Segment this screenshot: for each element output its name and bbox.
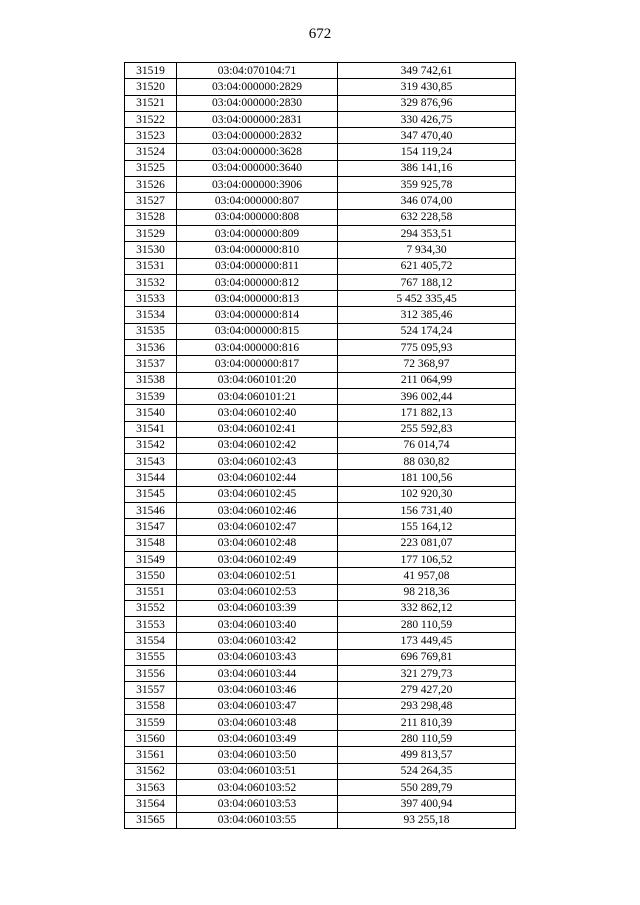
value-cell: 550 289,79 [338, 780, 516, 796]
cadastral-number-cell: 03:04:060102:48 [177, 535, 338, 551]
cadastral-number-cell: 03:04:000000:817 [177, 356, 338, 372]
cadastral-number-cell: 03:04:060103:40 [177, 617, 338, 633]
row-number-cell: 31546 [125, 503, 177, 519]
table-row [125, 209, 516, 225]
cadastral-number-cell: 03:04:060102:43 [177, 454, 338, 470]
table-row [125, 796, 516, 812]
value-cell: 72 368,97 [338, 356, 516, 372]
value-cell: 386 141,16 [338, 160, 516, 176]
value-cell: 155 164,12 [338, 519, 516, 535]
table-row [125, 79, 516, 95]
value-cell: 319 430,85 [338, 79, 516, 95]
row-number-cell: 31556 [125, 665, 177, 681]
value-cell: 294 353,51 [338, 225, 516, 241]
cadastral-number-cell: 03:04:000000:815 [177, 323, 338, 339]
cadastral-number-cell: 03:04:000000:816 [177, 340, 338, 356]
table-row [125, 323, 516, 339]
value-cell: 767 188,12 [338, 274, 516, 290]
value-cell: 88 030,82 [338, 454, 516, 470]
cadastral-number-cell: 03:04:060103:50 [177, 747, 338, 763]
cadastral-value-table [124, 62, 516, 829]
table-row [125, 600, 516, 616]
cadastral-number-cell: 03:04:000000:809 [177, 225, 338, 241]
value-cell: 76 014,74 [338, 437, 516, 453]
table-row [125, 111, 516, 127]
row-number-cell: 31564 [125, 796, 177, 812]
cadastral-number-cell: 03:04:000000:3906 [177, 177, 338, 193]
table-row [125, 388, 516, 404]
value-cell: 280 110,59 [338, 617, 516, 633]
value-cell: 7 934,30 [338, 242, 516, 258]
table-row [125, 665, 516, 681]
value-cell: 171 882,13 [338, 405, 516, 421]
table-row [125, 160, 516, 176]
row-number-cell: 31542 [125, 437, 177, 453]
cadastral-number-cell: 03:04:060103:47 [177, 698, 338, 714]
table-row [125, 291, 516, 307]
row-number-cell: 31549 [125, 551, 177, 567]
value-cell: 5 452 335,45 [338, 291, 516, 307]
row-number-cell: 31554 [125, 633, 177, 649]
cadastral-number-cell: 03:04:060103:43 [177, 649, 338, 665]
row-number-cell: 31533 [125, 291, 177, 307]
cadastral-number-cell: 03:04:000000:807 [177, 193, 338, 209]
value-cell: 347 470,40 [338, 128, 516, 144]
table-row [125, 470, 516, 486]
value-cell: 632 228,58 [338, 209, 516, 225]
value-cell: 312 385,46 [338, 307, 516, 323]
row-number-cell: 31530 [125, 242, 177, 258]
table-row [125, 193, 516, 209]
value-cell: 293 298,48 [338, 698, 516, 714]
cadastral-number-cell: 03:04:060101:20 [177, 372, 338, 388]
cadastral-number-cell: 03:04:060103:42 [177, 633, 338, 649]
cadastral-number-cell: 03:04:060103:39 [177, 600, 338, 616]
row-number-cell: 31560 [125, 731, 177, 747]
cadastral-number-cell: 03:04:000000:813 [177, 291, 338, 307]
row-number-cell: 31561 [125, 747, 177, 763]
row-number-cell: 31539 [125, 388, 177, 404]
cadastral-number-cell: 03:04:060102:42 [177, 437, 338, 453]
cadastral-number-cell: 03:04:060103:49 [177, 731, 338, 747]
row-number-cell: 31551 [125, 584, 177, 600]
value-cell: 330 426,75 [338, 111, 516, 127]
value-cell: 211 810,39 [338, 714, 516, 730]
table-row [125, 568, 516, 584]
table-row [125, 535, 516, 551]
table-row [125, 731, 516, 747]
cadastral-number-cell: 03:04:060102:44 [177, 470, 338, 486]
table-row [125, 486, 516, 502]
value-cell: 154 119,24 [338, 144, 516, 160]
table-row [125, 356, 516, 372]
value-cell: 156 731,40 [338, 503, 516, 519]
row-number-cell: 31535 [125, 323, 177, 339]
value-cell: 223 081,07 [338, 535, 516, 551]
cadastral-number-cell: 03:04:000000:2829 [177, 79, 338, 95]
value-cell: 349 742,61 [338, 63, 516, 79]
cadastral-number-cell: 03:04:060103:48 [177, 714, 338, 730]
page-number: 672 [308, 26, 332, 42]
cadastral-number-cell: 03:04:060102:41 [177, 421, 338, 437]
cadastral-number-cell: 03:04:000000:812 [177, 274, 338, 290]
table-row [125, 649, 516, 665]
cadastral-number-cell: 03:04:000000:2830 [177, 95, 338, 111]
value-cell: 499 813,57 [338, 747, 516, 763]
row-number-cell: 31538 [125, 372, 177, 388]
cadastral-number-cell: 03:04:000000:3640 [177, 160, 338, 176]
row-number-cell: 31548 [125, 535, 177, 551]
row-number-cell: 31527 [125, 193, 177, 209]
cadastral-number-cell: 03:04:060103:52 [177, 780, 338, 796]
table-row [125, 258, 516, 274]
cadastral-number-cell: 03:04:060102:53 [177, 584, 338, 600]
row-number-cell: 31525 [125, 160, 177, 176]
value-cell: 332 862,12 [338, 600, 516, 616]
row-number-cell: 31537 [125, 356, 177, 372]
row-number-cell: 31547 [125, 519, 177, 535]
row-number-cell: 31526 [125, 177, 177, 193]
row-number-cell: 31552 [125, 600, 177, 616]
table-row [125, 584, 516, 600]
row-number-cell: 31522 [125, 111, 177, 127]
value-cell: 177 106,52 [338, 551, 516, 567]
row-number-cell: 31532 [125, 274, 177, 290]
table-row [125, 682, 516, 698]
value-cell: 359 925,78 [338, 177, 516, 193]
table-row [125, 633, 516, 649]
cadastral-number-cell: 03:04:060102:51 [177, 568, 338, 584]
cadastral-number-cell: 03:04:060102:40 [177, 405, 338, 421]
value-cell: 173 449,45 [338, 633, 516, 649]
table-row [125, 63, 516, 79]
table-row [125, 421, 516, 437]
cadastral-number-cell: 03:04:060102:46 [177, 503, 338, 519]
value-cell: 621 405,72 [338, 258, 516, 274]
table-row [125, 551, 516, 567]
cadastral-number-cell: 03:04:000000:810 [177, 242, 338, 258]
cadastral-number-cell: 03:04:000000:814 [177, 307, 338, 323]
cadastral-number-cell: 03:04:060103:53 [177, 796, 338, 812]
row-number-cell: 31562 [125, 763, 177, 779]
value-cell: 321 279,73 [338, 665, 516, 681]
row-number-cell: 31531 [125, 258, 177, 274]
table-row [125, 617, 516, 633]
table-row [125, 274, 516, 290]
row-number-cell: 31557 [125, 682, 177, 698]
table-row [125, 144, 516, 160]
row-number-cell: 31555 [125, 649, 177, 665]
row-number-cell: 31523 [125, 128, 177, 144]
cadastral-number-cell: 03:04:060101:21 [177, 388, 338, 404]
value-cell: 279 427,20 [338, 682, 516, 698]
table-row [125, 714, 516, 730]
table-row [125, 405, 516, 421]
row-number-cell: 31541 [125, 421, 177, 437]
table-row [125, 812, 516, 828]
table-row [125, 177, 516, 193]
row-number-cell: 31534 [125, 307, 177, 323]
table-row [125, 519, 516, 535]
row-number-cell: 31519 [125, 63, 177, 79]
cadastral-number-cell: 03:04:060103:44 [177, 665, 338, 681]
cadastral-number-cell: 03:04:000000:808 [177, 209, 338, 225]
row-number-cell: 31520 [125, 79, 177, 95]
cadastral-number-cell: 03:04:060102:49 [177, 551, 338, 567]
row-number-cell: 31558 [125, 698, 177, 714]
value-cell: 98 218,36 [338, 584, 516, 600]
row-number-cell: 31529 [125, 225, 177, 241]
row-number-cell: 31550 [125, 568, 177, 584]
row-number-cell: 31521 [125, 95, 177, 111]
row-number-cell: 31559 [125, 714, 177, 730]
row-number-cell: 31565 [125, 812, 177, 828]
table-row [125, 340, 516, 356]
row-number-cell: 31545 [125, 486, 177, 502]
row-number-cell: 31524 [125, 144, 177, 160]
table-row [125, 698, 516, 714]
value-cell: 775 095,93 [338, 340, 516, 356]
table-row [125, 242, 516, 258]
row-number-cell: 31536 [125, 340, 177, 356]
row-number-cell: 31543 [125, 454, 177, 470]
value-cell: 397 400,94 [338, 796, 516, 812]
cadastral-number-cell: 03:04:060103:55 [177, 812, 338, 828]
value-cell: 93 255,18 [338, 812, 516, 828]
table-row [125, 503, 516, 519]
row-number-cell: 31544 [125, 470, 177, 486]
cadastral-number-cell: 03:04:070104:71 [177, 63, 338, 79]
table-row [125, 95, 516, 111]
cadastral-number-cell: 03:04:060103:51 [177, 763, 338, 779]
table-row [125, 454, 516, 470]
table-row [125, 747, 516, 763]
value-cell: 181 100,56 [338, 470, 516, 486]
value-cell: 41 957,08 [338, 568, 516, 584]
table-row [125, 780, 516, 796]
table-row [125, 372, 516, 388]
cadastral-number-cell: 03:04:000000:3628 [177, 144, 338, 160]
table-row [125, 128, 516, 144]
value-cell: 255 592,83 [338, 421, 516, 437]
value-cell: 329 876,96 [338, 95, 516, 111]
cadastral-number-cell: 03:04:000000:2831 [177, 111, 338, 127]
value-cell: 696 769,81 [338, 649, 516, 665]
value-cell: 211 064,99 [338, 372, 516, 388]
value-cell: 524 174,24 [338, 323, 516, 339]
cadastral-number-cell: 03:04:000000:811 [177, 258, 338, 274]
cadastral-number-cell: 03:04:060102:45 [177, 486, 338, 502]
value-cell: 280 110,59 [338, 731, 516, 747]
row-number-cell: 31528 [125, 209, 177, 225]
value-cell: 524 264,35 [338, 763, 516, 779]
cadastral-number-cell: 03:04:000000:2832 [177, 128, 338, 144]
table-row [125, 307, 516, 323]
row-number-cell: 31563 [125, 780, 177, 796]
table-row [125, 437, 516, 453]
table-body [125, 63, 516, 829]
value-cell: 396 002,44 [338, 388, 516, 404]
table-row [125, 763, 516, 779]
row-number-cell: 31553 [125, 617, 177, 633]
table-row [125, 225, 516, 241]
value-cell: 346 074,00 [338, 193, 516, 209]
row-number-cell: 31540 [125, 405, 177, 421]
value-cell: 102 920,30 [338, 486, 516, 502]
cadastral-number-cell: 03:04:060103:46 [177, 682, 338, 698]
cadastral-number-cell: 03:04:060102:47 [177, 519, 338, 535]
